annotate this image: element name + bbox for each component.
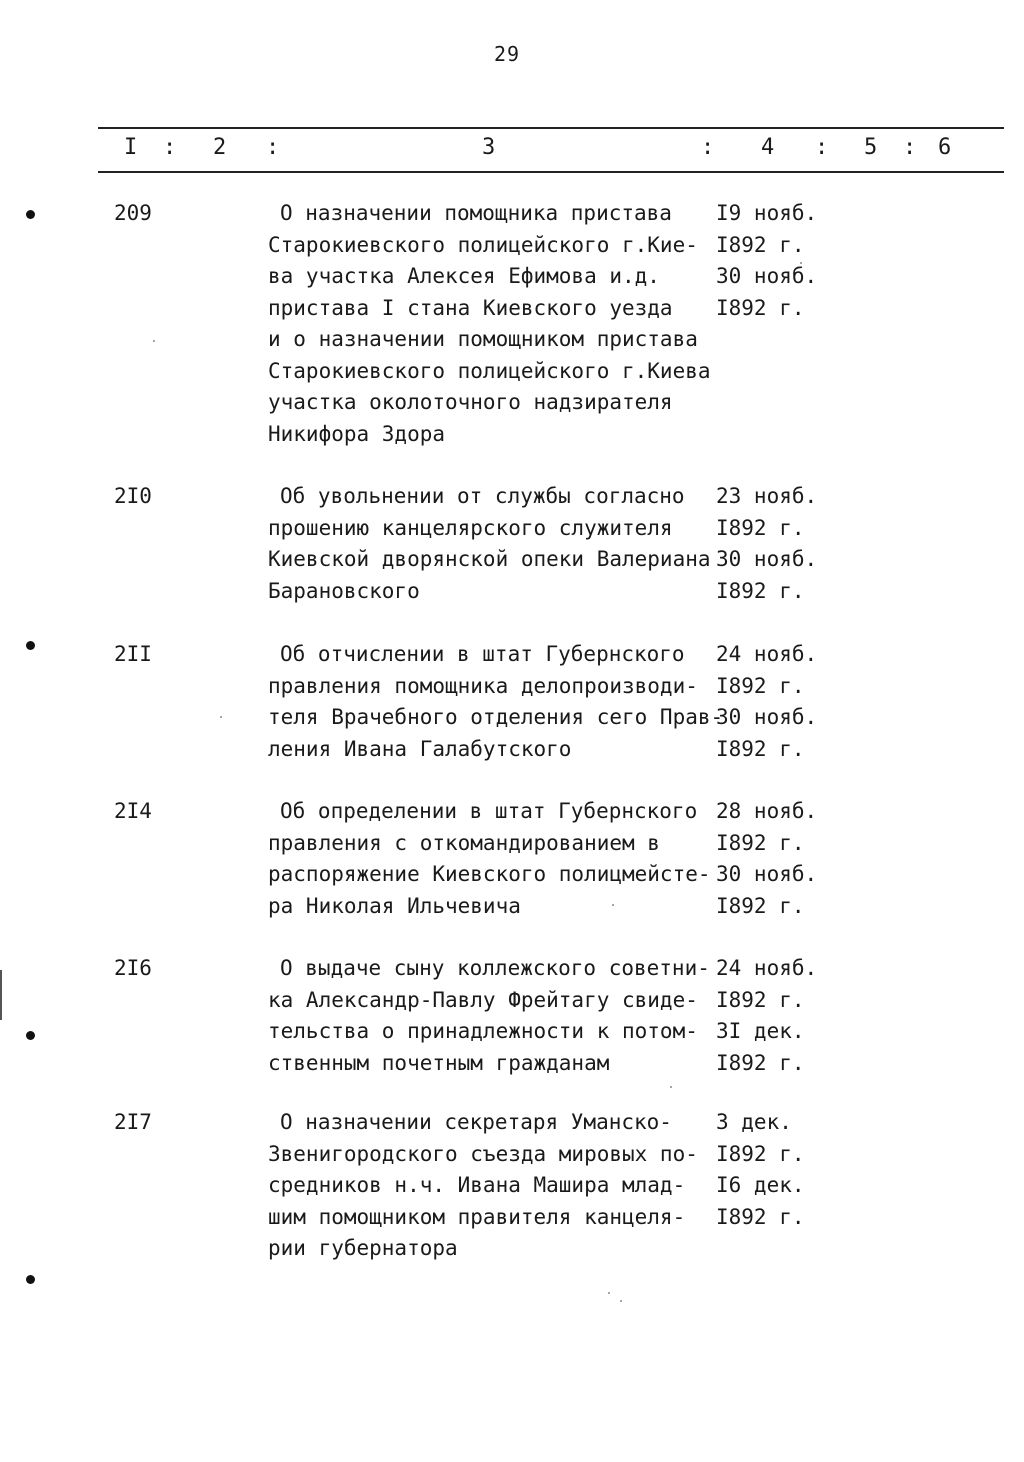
entry-end-date: I6 дек.	[716, 1173, 805, 1197]
page-number: 29	[494, 42, 521, 66]
header-col-2: 2	[213, 135, 227, 160]
entry-title-line: Об увольнении от службы согласно	[280, 484, 685, 508]
entry-title-line: ра Николая Ильчевича	[268, 893, 521, 918]
punch-hole-mark	[26, 1031, 35, 1040]
entry-end-year: I892 г.	[716, 1204, 805, 1229]
entry-title	[268, 953, 713, 1079]
entry-end-date: 3I дек.	[716, 1019, 805, 1043]
entry-title-line: ления Ивана Галабутского	[268, 736, 572, 761]
scan-speck	[670, 1086, 672, 1088]
entry-title-line: О назначении секретаря Уманско-	[280, 1110, 672, 1134]
entry-title	[268, 639, 724, 765]
entry-title-line: прошению канцелярского служителя	[268, 515, 673, 540]
scan-speck	[612, 904, 614, 906]
entry-start-date: 3 дек.	[716, 1110, 792, 1134]
entry-end-year: I892 г.	[716, 578, 805, 603]
entry-dates	[716, 481, 817, 607]
entry-title-line: тельства о принадлежности к потом-	[268, 1019, 698, 1043]
table-header-top-rule	[98, 127, 1004, 129]
entry-start-date: 24 нояб.	[716, 642, 818, 666]
header-col-4: 4	[761, 135, 775, 160]
header-separator: :	[815, 135, 829, 160]
entry-end-date: 30 нояб.	[716, 264, 818, 288]
entry-title-line: пристава I стана Киевского уезда	[268, 295, 673, 320]
header-col-6: 6	[938, 135, 952, 160]
entry-title-line: Об определении в штат Губернского	[280, 799, 698, 823]
entry-start-year: I892 г.	[716, 673, 805, 698]
entry-start-year: I892 г.	[716, 232, 805, 257]
entry-number: 2I7	[114, 1110, 152, 1134]
entry-title	[268, 1107, 713, 1265]
entry-title-line: ка Александр-Павлу Фрейтагу свиде-	[268, 987, 698, 1012]
entry-title-line: Никифора Здора	[268, 421, 446, 446]
entry-title-line: Старокиевского полицейского г.Кие-	[268, 232, 698, 257]
entry-end-date: 30 нояб.	[716, 547, 818, 571]
punch-hole-mark	[26, 641, 35, 650]
entry-number: 2I6	[114, 956, 152, 980]
entry-end-date: 30 нояб.	[716, 705, 818, 729]
entry-dates	[716, 1107, 805, 1233]
scan-speck	[608, 1292, 610, 1294]
entry-title-line: участка околоточного надзирателя	[268, 390, 673, 414]
punch-hole-mark	[26, 210, 35, 219]
entry-end-year: I892 г.	[716, 736, 805, 761]
entry-title	[268, 198, 713, 450]
entry-title-line: теля Врачебного отделения сего Прав-	[268, 705, 724, 729]
entry-title-line: Барановского	[268, 578, 420, 603]
scan-margin-line	[0, 970, 2, 1020]
entry-title-line: распоряжение Киевского полицмейсте-	[268, 862, 711, 886]
header-separator: :	[163, 135, 177, 160]
scan-speck	[620, 1300, 622, 1302]
entry-start-date: I9 нояб.	[716, 201, 818, 225]
entry-number: 209	[114, 201, 152, 225]
header-separator: :	[701, 135, 715, 160]
entry-start-date: 24 нояб.	[716, 956, 818, 980]
entry-title-line: ва участка Алексея Ефимова и.д.	[268, 264, 660, 288]
entry-title-line: Старокиевского полицейского г.Киева	[268, 358, 711, 383]
entry-title-line: средников н.ч. Ивана Машира млад-	[268, 1173, 686, 1197]
entry-number: 2I0	[114, 484, 152, 508]
scan-speck	[800, 262, 802, 264]
entry-dates	[716, 639, 817, 765]
entry-title-line: О назначении помощника пристава	[280, 201, 672, 225]
entry-title-line: правления с откомандированием в	[268, 830, 660, 855]
entry-start-date: 23 нояб.	[716, 484, 818, 508]
entry-start-date: 28 нояб.	[716, 799, 818, 823]
entry-dates	[716, 198, 817, 324]
entry-title-line: правления помощника делопроизводи-	[268, 673, 698, 698]
entry-title-line: шим помощником правителя канцеля-	[268, 1204, 686, 1229]
header-col-1: I	[124, 135, 138, 160]
entry-end-year: I892 г.	[716, 295, 805, 320]
header-separator: :	[266, 135, 280, 160]
entry-title-line: Об отчислении в штат Губернского	[280, 642, 685, 666]
entry-title	[268, 796, 713, 922]
header-separator: :	[903, 135, 917, 160]
entry-end-date: 30 нояб.	[716, 862, 818, 886]
entry-start-year: I892 г.	[716, 1141, 805, 1166]
entry-title	[268, 481, 713, 607]
scan-speck	[153, 340, 155, 342]
entry-start-year: I892 г.	[716, 987, 805, 1012]
entry-end-year: I892 г.	[716, 1050, 805, 1075]
entry-number: 2I4	[114, 799, 152, 823]
entry-start-year: I892 г.	[716, 830, 805, 855]
punch-hole-mark	[26, 1275, 35, 1284]
entry-number: 2II	[114, 642, 152, 666]
header-col-5: 5	[864, 135, 878, 160]
entry-start-year: I892 г.	[716, 515, 805, 540]
entry-dates	[716, 796, 817, 922]
scan-speck	[220, 716, 222, 718]
entry-title-line: Киевской дворянской опеки Валериана	[268, 547, 711, 571]
table-header-bottom-rule	[98, 171, 1004, 173]
entry-title-line: О выдаче сыну коллежского советни-	[280, 956, 710, 980]
entry-title-line: рии губернатора	[268, 1236, 458, 1260]
entry-end-year: I892 г.	[716, 893, 805, 918]
entry-dates	[716, 953, 817, 1079]
entry-title-line: Звенигородского съезда мировых по-	[268, 1141, 698, 1166]
entry-title-line: ственным почетным гражданам	[268, 1050, 610, 1075]
header-col-3: 3	[482, 135, 496, 160]
entry-title-line: и о назначении помощником пристава	[268, 327, 698, 351]
